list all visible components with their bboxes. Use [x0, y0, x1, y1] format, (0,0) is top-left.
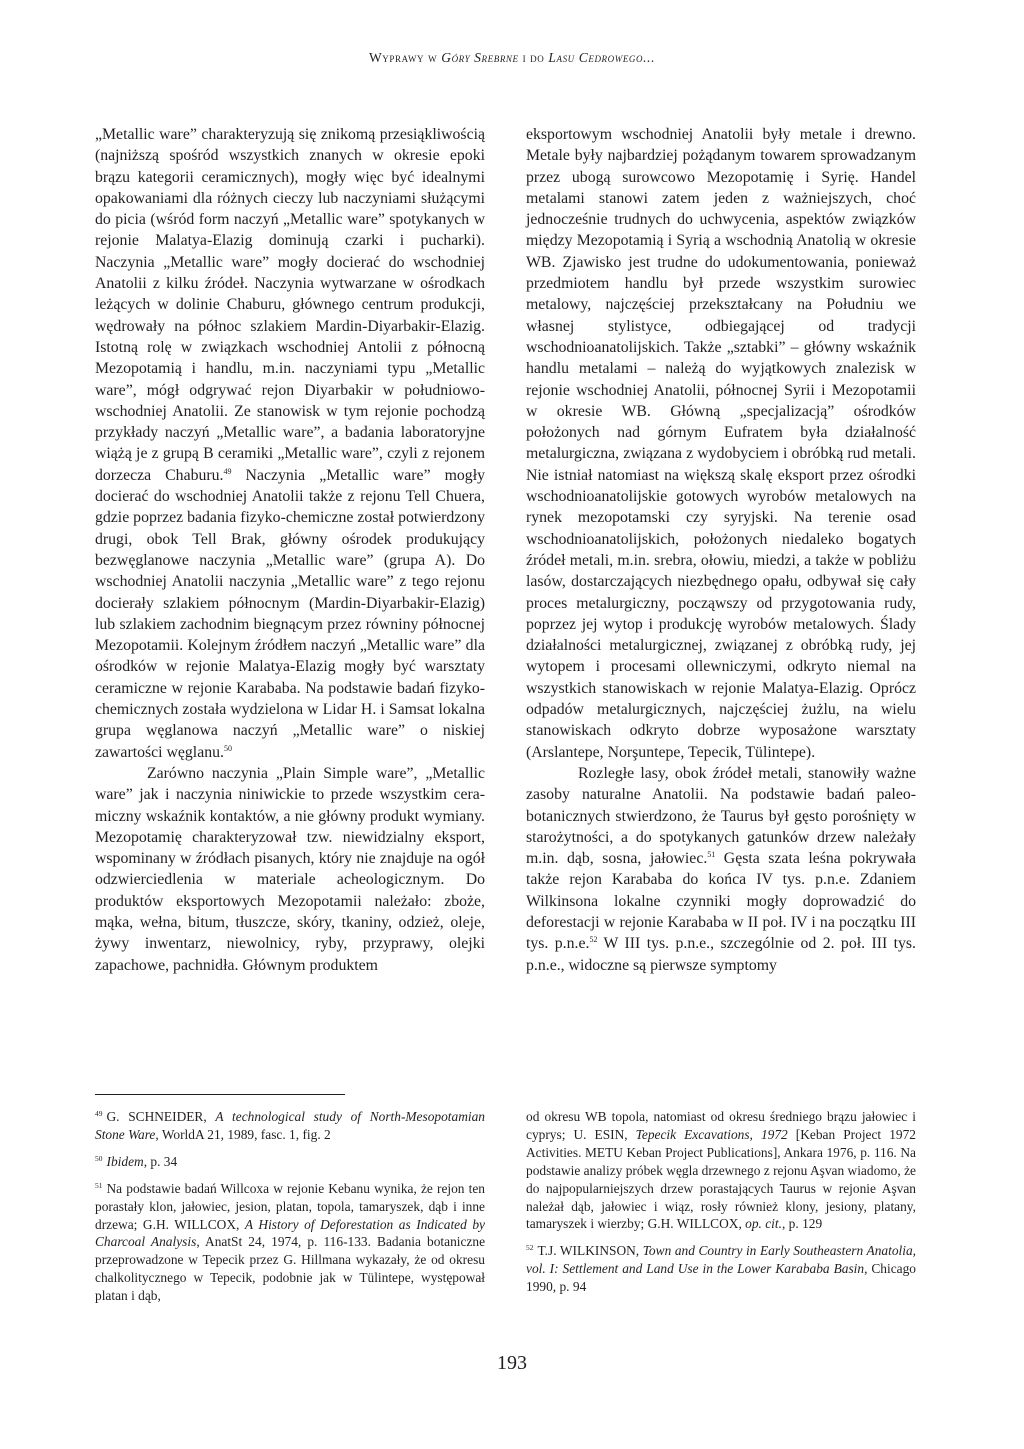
right-column — [526, 124, 916, 976]
footnote-text: G. SCHNEIDER, — [106, 1109, 216, 1124]
footnote-text: , Chicago 1990, p. 94 — [526, 1261, 916, 1295]
footnote-text: Na podstawie badań Willcoxa w rejonie Kebanu wynika, że rejon ten porastały klon, jałowiec, jesion, platan, topola, tamaryszek, dąb i inne drzewa; G.H. WILLCOX, — [95, 1180, 485, 1232]
footnote-text: [Keban Project 1972 Activities. METU Keban Project Publications], Ankara 1976, p. 116. Na podstawie analizy próbek węgla drzewnego z rejonu Aşvan wiadomo, że do najpopularniejszych drzew porastających Taurus w rejonie Aşvan należał dąb, jałowiec i wiąz, rosły również klony, jesiony, platany, tamaryszek i wierzby; G.H. WILLCOX, — [526, 1126, 916, 1232]
footnotes-right — [526, 1108, 916, 1305]
running-head-title: Góry Srebrne — [441, 50, 519, 65]
paragraph: eksportowym wschodniej Anatolii były metale i drewno. Metale były najbardziej pożądanym towarem sprowadzanym przez ubogą surowcowo Mezopotamię i Syrię. Handel metalami stanowi zatem jeden z ważniejszych, choć jednocześnie trudnych do uchwycenia, aspektów związków między Mezopotamią i Syrią a wschodnią Anatolią w okresie WB. Zjawisko jest trudne do udokumentowania, ponieważ przedmiotem handlu był przede wszystkim surowiec metalowy, najczęściej przekształcany na Południu we własnej stylistyce, odbiegającej od tradycji wschodnioanatolijskich. Także „sztabki” – główny wskaźnik handlu metalami – należą do wyjątkowych znalezisk w rejonie wschodniej Anatolii, północnej Syrii i Mezopotamii w okresie WB. Główną „specjalizacją” ośrodków położonych nad górnym Eufratem była działalność metalurgiczna, związana z wydobyciem i obróbką rud metali. Nie istniał natomiast na większą skalę eksport przez ośrodki wschodnioanatolijskie gotowych wyrobów metalowych na rynek mezopotamski czy syryjski. Na terenie osad wschodnioanatolijskich, położonych niedaleko bogatych źródeł metali, m.in. srebra, ołowiu, miedzi, a także w pobliżu lasów, dostarczających niezbędnego opału, odbywał się cały proces metalurgiczny, począwszy od przygotowania rudy, poprzez jej wytop i produkcję wyrobów metalowych. Ślady działalności metalurgicznej, związanej z obróbką rudy, jej wytopem i procesami ollewniczymi, odkryto niemal na wszystkich stanowiskach w rejonie Malatya-Elazig. Oprócz odpadów metalurgicznych, najczęściej żużlu, na wielu stanowiskach odkryto dobrze wyposażone warsztaty (Arslantepe, Norşuntepe, Tepecik, Tülintepe). — [526, 126, 916, 761]
footnote-title: Ibidem — [106, 1153, 144, 1169]
footnotes-left — [95, 1108, 485, 1314]
footnote-text: T.J. WILKINSON, — [537, 1243, 643, 1259]
footnote-title: A History of Deforestation as Indicated by Charcoal Analysis — [95, 1216, 485, 1250]
page-number: 193 — [497, 1352, 527, 1374]
footnote-49 — [95, 1108, 485, 1144]
footnote-number: 51 — [95, 1180, 103, 1190]
paragraph-text: Rozległe lasy, obok źródeł metali, stanowiły ważne zasoby naturalne Anatolii. Na podstawie badań paleobotanicznych stwierdzono, że Taurus był gęsto porośnięty w starożytności, a do spotykanych gatunków drzew należały m.in. dąb, sosna, jałowiec. — [526, 764, 916, 868]
footnote-ref[interactable]: 52 — [589, 935, 598, 945]
footnote-text: od okresu WB topola, natomiast od okresu średniego brązu jałowiec i cyprys; U. ESIN, — [526, 1109, 916, 1142]
footnote-text: , p. 129 — [781, 1216, 823, 1232]
running-head-part: Wyprawy w — [368, 50, 442, 65]
paragraph: Zarówno naczynia „Plain Simple ware”, „Metallic ware” jak i naczynia niniwickie to przede wszystkim ceramiczny wskaźnik kontaktów, a nie główny produkt wymiany. Mezopotamię charakteryzował tzw. niewidzialny eksport, wspominany w źródłach pisanych, który nie znajduje na ogół odzwierciedlenia w materiale acheologicznym. Do produktów eksportowych Mezopotamii należało: zboże, mąka, wełna, bitum, tłuszcze, skóry, tkaniny, odzież, oleje, żywy inwentarz, niewolnicy, ryby, przyprawy, olejki zapachowe, pachnidła. Głównym produktem — [95, 764, 485, 974]
footnote-52 — [526, 1242, 916, 1296]
running-head — [0, 50, 1024, 66]
footnote-51-continued — [526, 1108, 916, 1233]
paragraph-text: Gęsta szata leśna pokrywała także rejon Karababa do końca IV tys. p.n.e. Zdaniem Wilkinsona lokalne czynniki mogły doprowadzić do deforestacji w rejonie Karababa w II poł. IV i na początku III tys. p.n.e. — [526, 850, 916, 953]
paragraph-text: „Metallic ware” charakteryzują się znikomą przesiąkliwością (najniższą spośród wszystkich znanych w okresie epoki brązu kategorii ceramicznych), mogły więc być idealnymi opakowaniami dla różnych cieczy lub naczyniami służącymi do picia (wśród form naczyń „Metallic ware” spotykanych w rejonie Malatya-Elazig dominują czarki i pucharki). Naczynia „Metallic ware” mogły docierać do wschodniej Anatolii z kilku źródeł. Naczynia wytwarzane w ośrodkach leżących w dolinie Chaburu, głównego centrum produkcji, wędrowały na północ szlakiem Mardin-Diyarbakir-Elazig. Istotną rolę w związkach wschodniej Antolii z północną Mezopotamią i handlu, m.in. naczyniami typu „Metallic ware”, mógł odgrywać rejon Diyarbakir w południowo-wschodniej Anatolii. Ze stanowisk w tym rejonie pochodzą przykłady naczyń „Metallic ware”, a badania laboratoryjne wiążą je z grupą B ceramiki „Metallic ware”, czyli z rejonem dorzecza Chaburu. — [95, 126, 485, 484]
footnote-number: 52 — [526, 1243, 534, 1253]
footnote-ref[interactable]: 51 — [707, 850, 716, 860]
footnote-title: A technological study of North-Mesopotamian Stone Ware — [95, 1109, 485, 1142]
footnote-ref[interactable]: 49 — [223, 466, 232, 476]
left-column — [95, 124, 485, 976]
footnote-ref[interactable]: 50 — [223, 743, 232, 753]
footnote-number: 49 — [95, 1109, 103, 1118]
paragraph — [95, 124, 485, 763]
footnote-text: , AnatSt 24, 1974, p. 116-133. Badania botaniczne przeprowadzone w Tepecik przez G. Hillmana wykazały, że od okresu chalkolitycznego w Tepecik, podobnie jak w Tülintepe, występował platan i dąb, — [95, 1234, 486, 1304]
footnote-50 — [95, 1153, 485, 1171]
running-head-title: Lasu Cedrowego... — [548, 50, 656, 65]
footnote-number: 50 — [95, 1153, 103, 1163]
footnote-51 — [95, 1180, 485, 1305]
footnote-title: op. cit. — [745, 1216, 782, 1232]
footnote-text: , WorldA 21, 1989, fasc. 1, fig. 2 — [155, 1126, 331, 1142]
paragraph-text: Naczynia „Metallic ware” mogły docierać do wschodniej Anatolii także z rejonu Tell Chuera, gdzie poprzez badania fizyko-chemiczne został potwierdzony drugi, obok Tell Brak, główny ośrodek produkujący bezwęglanowe naczynia „Metallic ware” (grupa A). Do wschodniej Anatolii naczynia „Metallic ware” z tego rejonu docierały szlakiem północnym (Mardin-Diyarbakir-Elazig) lub szlakiem zachodnim biegnącym przez równiny północnej Mezopotamii. Kolejnym źródłem naczyń „Metallic ware” dla ośrodków w rejonie Malatya-Elazig mogły być warsztaty ceramiczne w rejonie Karababa. Na podstawie badań fizyko-chemicznych została wydzielona w Lidar H. i Samsat lokalna grupa węglanowa naczyń „Metallic ware” o niskiej zawartości węglanu. — [95, 466, 485, 761]
footnote-title: Tepecik Excavations, 1972 — [635, 1126, 788, 1142]
footnote-divider — [95, 1094, 345, 1095]
footnote-title: Town and Country in Early Southeastern Anatolia, vol. I: Settlement and Land Use in the Lower Karababa Basin — [526, 1243, 916, 1277]
running-head-part: i do — [518, 50, 549, 65]
footnote-text: , p. 34 — [143, 1153, 178, 1169]
paragraph — [526, 763, 916, 976]
paragraph-text: W III tys. p.n.e., szczególnie od 2. poł. III tys. p.n.e., widoczne są pierwsze symptomy — [526, 935, 916, 974]
